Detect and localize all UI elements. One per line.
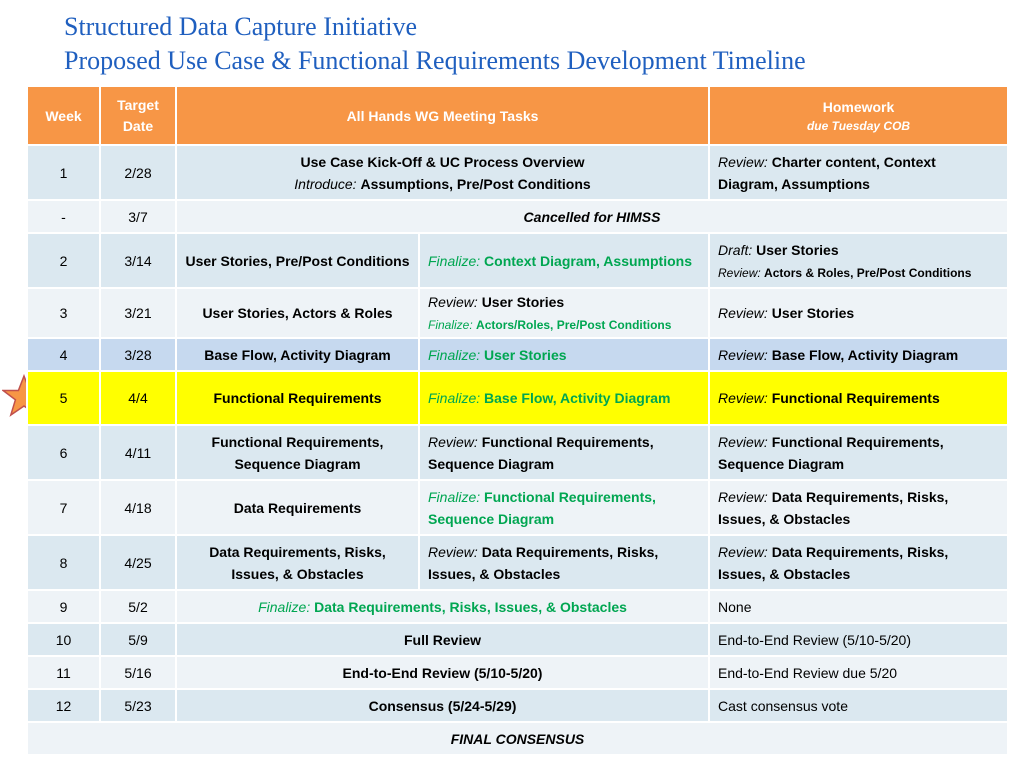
homework-cell: Review: Charter content, Context Diagram, Assumptions (709, 145, 1008, 200)
table-row (27, 480, 1008, 535)
week-cell: - (27, 200, 100, 233)
week-cell: 8 (27, 535, 100, 590)
week-cell: 7 (27, 480, 100, 535)
table-row-highlighted (27, 371, 1008, 425)
table-row (27, 535, 1008, 590)
homework-cell: Review: Functional Requirements (709, 371, 1008, 425)
table-row (27, 200, 1008, 233)
finalize-cell: Finalize: Base Flow, Activity Diagram (419, 371, 709, 425)
task-cell: Base Flow, Activity Diagram (176, 338, 419, 371)
homework-cell: Cast consensus vote (709, 689, 1008, 722)
date-cell: 5/16 (100, 656, 176, 689)
date-cell: 4/25 (100, 535, 176, 590)
slide-title (64, 10, 1014, 78)
task-cell: Full Review (176, 623, 709, 656)
table-row (27, 689, 1008, 722)
homework-cell: Review: Data Requirements, Risks, Issues, & Obstacles (709, 535, 1008, 590)
table-row (27, 288, 1008, 338)
date-cell: 3/7 (100, 200, 176, 233)
date-cell: 3/21 (100, 288, 176, 338)
table-row (27, 590, 1008, 623)
col-header-week: Week (27, 86, 100, 145)
table-row (27, 338, 1008, 371)
task-cell: Cancelled for HIMSS (176, 200, 1008, 233)
homework-cell: Review: User Stories (709, 288, 1008, 338)
table-header-row (27, 86, 1008, 145)
table-row (27, 623, 1008, 656)
timeline-table (26, 85, 1009, 756)
title-line-2: Proposed Use Case & Functional Requirements Development Timeline (64, 46, 806, 75)
homework-cell: Review: Base Flow, Activity Diagram (709, 338, 1008, 371)
task-cell: Functional Requirements (176, 371, 419, 425)
week-cell: 11 (27, 656, 100, 689)
review-cell: Review: Functional Requirements, Sequence Diagram (419, 425, 709, 480)
task-cell: Functional Requirements, Sequence Diagram (176, 425, 419, 480)
week-cell: 5 (27, 371, 100, 425)
table-row (27, 425, 1008, 480)
task-cell: Consensus (5/24-5/29) (176, 689, 709, 722)
date-cell: 4/11 (100, 425, 176, 480)
homework-cell: None (709, 590, 1008, 623)
finalize-cell: Finalize: Context Diagram, Assumptions (419, 233, 709, 288)
homework-cell: End-to-End Review due 5/20 (709, 656, 1008, 689)
final-consensus-cell: FINAL CONSENSUS (27, 722, 1008, 755)
date-cell: 4/4 (100, 371, 176, 425)
week-cell: 3 (27, 288, 100, 338)
review-cell: Review: Data Requirements, Risks, Issues, & Obstacles (419, 535, 709, 590)
task-cell: User Stories, Pre/Post Conditions (176, 233, 419, 288)
week-cell: 9 (27, 590, 100, 623)
date-cell: 3/28 (100, 338, 176, 371)
title-line-1: Structured Data Capture Initiative (64, 12, 418, 41)
week-cell: 2 (27, 233, 100, 288)
homework-cell: Draft: User Stories Review: Actors & Roles, Pre/Post Conditions (709, 233, 1008, 288)
finalize-cell: Finalize: Functional Requirements, Sequence Diagram (419, 480, 709, 535)
col-header-target-date: Target Date (100, 86, 176, 145)
col-header-tasks: All Hands WG Meeting Tasks (176, 86, 709, 145)
date-cell: 2/28 (100, 145, 176, 200)
table-row-final (27, 722, 1008, 755)
date-cell: 5/2 (100, 590, 176, 623)
week-cell: 4 (27, 338, 100, 371)
finalize-cell: Finalize: Data Requirements, Risks, Issues, & Obstacles (176, 590, 709, 623)
review-cell: Review: User Stories Finalize: Actors/Roles, Pre/Post Conditions (419, 288, 709, 338)
week-cell: 10 (27, 623, 100, 656)
week-cell: 12 (27, 689, 100, 722)
task-cell: End-to-End Review (5/10-5/20) (176, 656, 709, 689)
homework-cell: Review: Functional Requirements, Sequence Diagram (709, 425, 1008, 480)
homework-cell: End-to-End Review (5/10-5/20) (709, 623, 1008, 656)
task-cell: Data Requirements, Risks, Issues, & Obstacles (176, 535, 419, 590)
table-row (27, 656, 1008, 689)
task-cell: User Stories, Actors & Roles (176, 288, 419, 338)
date-cell: 5/9 (100, 623, 176, 656)
week-cell: 6 (27, 425, 100, 480)
date-cell: 3/14 (100, 233, 176, 288)
date-cell: 5/23 (100, 689, 176, 722)
homework-cell: Review: Data Requirements, Risks, Issues, & Obstacles (709, 480, 1008, 535)
date-cell: 4/18 (100, 480, 176, 535)
finalize-cell: Finalize: User Stories (419, 338, 709, 371)
week-cell: 1 (27, 145, 100, 200)
table-row (27, 145, 1008, 200)
col-header-homework: Homework due Tuesday COB (709, 86, 1008, 145)
task-cell: Use Case Kick-Off & UC Process Overview Introduce: Assumptions, Pre/Post Conditions (176, 145, 709, 200)
task-cell: Data Requirements (176, 480, 419, 535)
table-row (27, 233, 1008, 288)
